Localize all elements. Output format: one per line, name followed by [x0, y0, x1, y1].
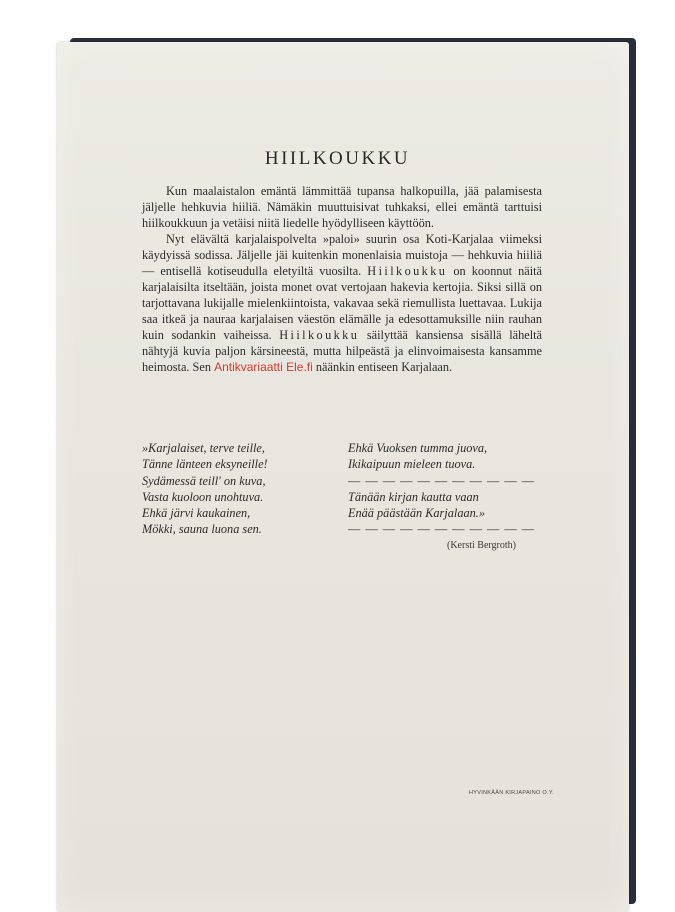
poem-line: Tänne länteen eksyneille! [142, 457, 268, 472]
poem-left-column [142, 440, 332, 538]
poem-credit: (Kersti Bergroth) [447, 540, 516, 551]
book-name-inline: Hiilkoukku [367, 264, 448, 278]
blurb-text [142, 183, 542, 375]
poem-line: Tänään kirjan kautta vaan [348, 489, 479, 504]
paragraph-2-part-a: Nyt elävältä karjalaispolvelta »paloi» suurin osa Koti-Karjalaa viimeksi käydyissä sodissa. Jäljelle jäi kuitenkin monenlaisia muistoja — hehkuvia hiiliä — entisellä kotiseudulla eletyiltä vuosilta. [142, 232, 542, 278]
poem-line: Mökki, sauna luona sen. [142, 522, 262, 537]
paragraph-1: Kun maalaistalon emäntä lämmittää tupansa halkopuilla, jää palamisesta jäljelle hehkuvia hiiliä. Nämäkin muuttuisivat tuhkaksi, ellei emäntä tarttuisi hiilkoukkuun ja vetäisi niitä liedelle hyödylliseen käyttöön. [142, 184, 542, 230]
printer-imprint: HYVINKÄÄN KIRJAPAINO O.Y. [469, 790, 554, 796]
paragraph-2 [142, 231, 542, 375]
book-name-inline-2: Hiilkoukku [279, 328, 360, 342]
poem-line: Ikikaipuun mieleen tuova. [348, 457, 476, 472]
paragraph-2-part-d: näänkin entiseen Karjalaan. [315, 360, 453, 374]
book-title: HIILKOUKKU [264, 148, 411, 169]
poem-right-column [348, 440, 558, 538]
poem-dash-line: — — — — — — — — — — — [348, 473, 536, 488]
poem-line: Ehkä järvi kaukainen, [142, 506, 251, 521]
poem-line: Vasta kuoloon unohtuva. [142, 489, 264, 504]
paragraph-2-part-c: säilyttää kansiensa sisällä läheltä nähtyjä kuvia paljon kärsineestä, mutta hilpeästä ja elinvoimaisesta kansamme heimosta. Sen [142, 328, 543, 374]
watermark-stamp: Antikvariaatti Ele.fi [214, 360, 313, 374]
paragraph-2-part-b: on koonnut näitä karjalaisilta itseltään, joista monet ovat vertojaan hakevia kertojia. Siksi sillä on tarjottavana lukijalle mielenkiintoista, vakavaa sekä riemullista luettavaa. Lukija saa itkeä ja nauraa karjalaisen väestön elämälle ja edesottamuksille niin rauhan kuin sodankin vaiheissa. [142, 264, 543, 342]
poem-line: Enää päästään Karjalaan.» [348, 506, 485, 521]
poem-line: Sydämessä teill' on kuva, [142, 473, 266, 488]
poem-dash-line: — — — — — — — — — — — [348, 522, 536, 537]
poem-line: Ehkä Vuoksen tumma juova, [348, 441, 488, 455]
poem-line: »Karjalaiset, terve teille, [142, 441, 265, 455]
